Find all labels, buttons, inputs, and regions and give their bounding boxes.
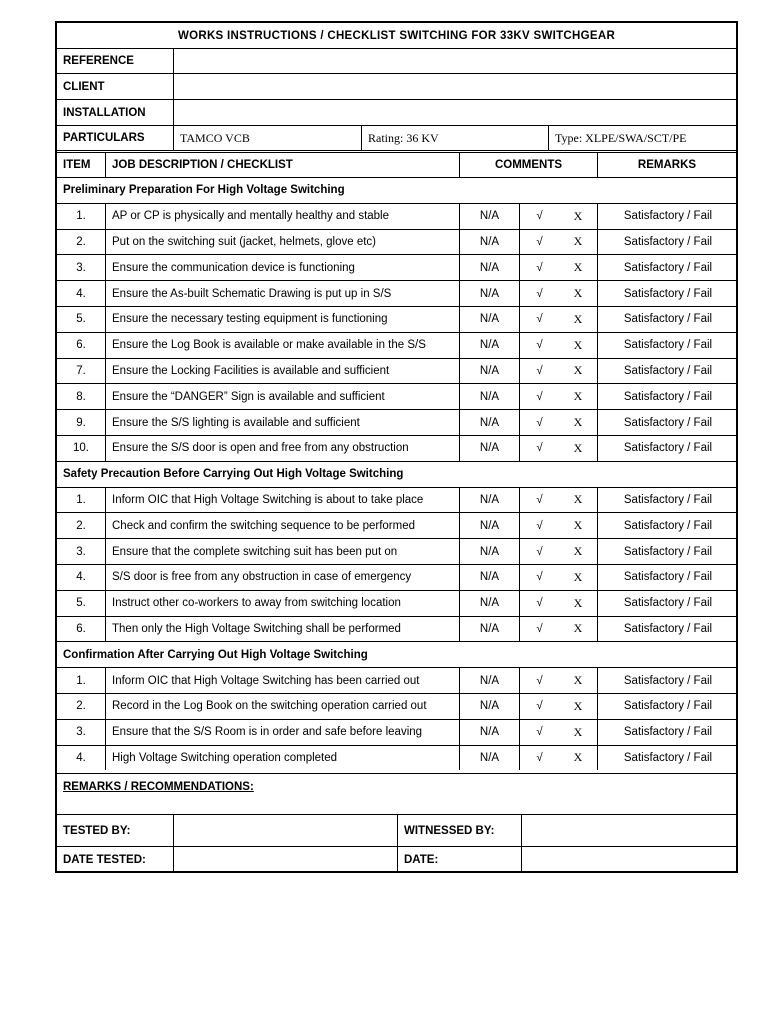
installation-row — [57, 99, 736, 125]
column-header-row — [57, 150, 736, 177]
witnessed-by-label: WITNESSED BY: — [397, 815, 521, 846]
remarks-row — [57, 773, 736, 814]
checklist-row — [57, 616, 736, 642]
item-description: Ensure the Log Book is available or make available in the S/S — [105, 333, 459, 358]
na-option[interactable]: N/A — [459, 204, 519, 229]
checklist-row — [57, 719, 736, 745]
na-option[interactable]: N/A — [459, 746, 519, 771]
checklist-row — [57, 564, 736, 590]
col-comments: COMMENTS — [459, 153, 597, 177]
tick-option[interactable]: √ — [519, 359, 559, 384]
installation-label: INSTALLATION — [63, 106, 146, 119]
tick-option[interactable]: √ — [519, 204, 559, 229]
item-number: 6. — [76, 622, 86, 635]
tick-option[interactable]: √ — [519, 617, 559, 642]
client-field[interactable] — [173, 74, 736, 99]
cross-option[interactable]: X — [573, 544, 583, 559]
reference-field[interactable] — [173, 49, 736, 73]
cross-option[interactable]: X — [573, 311, 583, 326]
checklist-row — [57, 435, 736, 461]
item-description: Instruct other co-workers to away from switching location — [105, 591, 459, 616]
tested-by-field[interactable] — [173, 815, 397, 846]
cross-option[interactable]: X — [573, 621, 583, 636]
section-title: Safety Precaution Before Carrying Out High Voltage Switching — [63, 468, 404, 481]
remark-value[interactable]: Satisfactory / Fail — [597, 333, 738, 358]
remark-value[interactable]: Satisfactory / Fail — [597, 513, 738, 538]
section-header-row — [57, 461, 736, 487]
particulars-row — [57, 125, 736, 150]
item-description: Ensure the “DANGER” Sign is available and sufficient — [105, 384, 459, 409]
checklist-row — [57, 383, 736, 409]
date-field[interactable] — [521, 847, 736, 873]
cross-option[interactable]: X — [573, 208, 583, 223]
remark-value[interactable]: Satisfactory / Fail — [597, 436, 738, 461]
item-number: 1. — [76, 674, 86, 687]
remark-value[interactable]: Satisfactory / Fail — [597, 668, 738, 693]
tick-option[interactable]: √ — [519, 230, 559, 255]
na-option[interactable]: N/A — [459, 410, 519, 435]
cross-option[interactable]: X — [573, 698, 583, 713]
cross-option[interactable]: X — [573, 363, 583, 378]
date-label: DATE: — [397, 847, 521, 873]
checklist-row — [57, 254, 736, 280]
particulars-label: PARTICULARS — [63, 132, 145, 144]
cross-option[interactable]: X — [573, 492, 583, 507]
item-number: 4. — [76, 287, 86, 300]
item-description: AP or CP is physically and mentally healthy and stable — [105, 204, 459, 229]
remark-value[interactable]: Satisfactory / Fail — [597, 230, 738, 255]
col-remarks: REMARKS — [597, 153, 736, 177]
na-option[interactable]: N/A — [459, 281, 519, 306]
remark-value[interactable]: Satisfactory / Fail — [597, 384, 738, 409]
item-description: Ensure the S/S lighting is available and sufficient — [105, 410, 459, 435]
client-row — [57, 73, 736, 99]
item-number: 5. — [76, 597, 86, 610]
item-number: 1. — [76, 210, 86, 223]
checklist-row — [57, 590, 736, 616]
item-description: Ensure the Locking Facilities is available and sufficient — [105, 359, 459, 384]
checklist-row — [57, 538, 736, 564]
section-title: Preliminary Preparation For High Voltage Switching — [63, 184, 345, 197]
checklist-sheet — [55, 21, 738, 873]
cross-option[interactable]: X — [573, 673, 583, 688]
remark-value[interactable]: Satisfactory / Fail — [597, 204, 738, 229]
item-number: 3. — [76, 726, 86, 739]
na-option[interactable]: N/A — [459, 230, 519, 255]
tick-option[interactable]: √ — [519, 668, 559, 693]
rating-value: Rating: 36 KV — [361, 126, 548, 150]
date-row — [57, 846, 736, 873]
item-number: 5. — [76, 313, 86, 326]
na-option[interactable]: N/A — [459, 565, 519, 590]
tick-option[interactable]: √ — [519, 539, 559, 564]
item-description: Then only the High Voltage Switching shall be performed — [105, 617, 459, 642]
item-description: Ensure the necessary testing equipment is functioning — [105, 307, 459, 332]
date-tested-label: DATE TESTED: — [63, 854, 146, 866]
item-number: 2. — [76, 519, 86, 532]
remark-value[interactable]: Satisfactory / Fail — [597, 565, 738, 590]
installation-field[interactable] — [173, 100, 736, 125]
remark-value[interactable]: Satisfactory / Fail — [597, 255, 738, 280]
na-option[interactable]: N/A — [459, 694, 519, 719]
cross-option[interactable]: X — [573, 234, 583, 249]
remark-value[interactable]: Satisfactory / Fail — [597, 359, 738, 384]
tick-option[interactable]: √ — [519, 565, 559, 590]
tick-option[interactable]: √ — [519, 307, 559, 332]
item-number: 3. — [76, 545, 86, 558]
checklist-row — [57, 512, 736, 538]
checklist-row — [57, 229, 736, 255]
item-description: Inform OIC that High Voltage Switching has been carried out — [105, 668, 459, 693]
particulars-value: TAMCO VCB — [173, 126, 361, 150]
remark-value[interactable]: Satisfactory / Fail — [597, 746, 738, 771]
section-header-row — [57, 177, 736, 203]
checklist-row — [57, 332, 736, 358]
cross-option[interactable]: X — [573, 440, 583, 455]
checklist-row — [57, 693, 736, 719]
section-header-row — [57, 641, 736, 667]
item-description: Ensure that the complete switching suit has been put on — [105, 539, 459, 564]
item-number: 7. — [76, 364, 86, 377]
form-title: WORKS INSTRUCTIONS / CHECKLIST SWITCHING FOR 33KV SWITCHGEAR — [177, 29, 616, 42]
remark-value[interactable]: Satisfactory / Fail — [597, 694, 738, 719]
item-description: Ensure the communication device is functioning — [105, 255, 459, 280]
item-number: 3. — [76, 261, 86, 274]
item-number: 1. — [76, 493, 86, 506]
na-option[interactable]: N/A — [459, 436, 519, 461]
tick-option[interactable]: √ — [519, 694, 559, 719]
col-job-description: JOB DESCRIPTION / CHECKLIST — [105, 153, 459, 177]
item-description: Ensure the As-built Schematic Drawing is put up in S/S — [105, 281, 459, 306]
item-number: 4. — [76, 571, 86, 584]
client-label: CLIENT — [63, 80, 105, 93]
na-option[interactable]: N/A — [459, 513, 519, 538]
cross-option[interactable]: X — [573, 595, 583, 610]
col-item: ITEM — [63, 159, 91, 171]
na-option[interactable]: N/A — [459, 720, 519, 745]
item-description: Inform OIC that High Voltage Switching is about to take place — [105, 488, 459, 513]
cross-option[interactable]: X — [573, 750, 583, 765]
item-number: 9. — [76, 416, 86, 429]
tick-option[interactable]: √ — [519, 488, 559, 513]
section-title: Confirmation After Carrying Out High Voltage Switching — [63, 648, 368, 661]
cross-option[interactable]: X — [573, 724, 583, 739]
checklist-row — [57, 667, 736, 693]
item-description: Ensure the S/S door is open and free from any obstruction — [105, 436, 459, 461]
item-description: S/S door is free from any obstruction in case of emergency — [105, 565, 459, 590]
tested-by-label: TESTED BY: — [63, 824, 131, 837]
checklist-row — [57, 203, 736, 229]
tick-option[interactable]: √ — [519, 436, 559, 461]
reference-label: REFERENCE — [63, 55, 134, 67]
remark-value[interactable]: Satisfactory / Fail — [597, 410, 738, 435]
na-option[interactable]: N/A — [459, 617, 519, 642]
item-number: 8. — [76, 390, 86, 403]
tick-option[interactable]: √ — [519, 720, 559, 745]
item-description: Record in the Log Book on the switching operation carried out — [105, 694, 459, 719]
remarks-label: REMARKS / RECOMMENDATIONS: — [63, 781, 254, 793]
na-option[interactable]: N/A — [459, 668, 519, 693]
tick-option[interactable]: √ — [519, 333, 559, 358]
cross-option[interactable]: X — [573, 337, 583, 352]
na-option[interactable]: N/A — [459, 591, 519, 616]
tick-option[interactable]: √ — [519, 281, 559, 306]
checklist-row — [57, 280, 736, 306]
item-number: 10. — [73, 442, 89, 455]
tick-option[interactable]: √ — [519, 513, 559, 538]
remark-value[interactable]: Satisfactory / Fail — [597, 281, 738, 306]
tick-option[interactable]: √ — [519, 746, 559, 771]
item-number: 2. — [76, 235, 86, 248]
remark-value[interactable]: Satisfactory / Fail — [597, 539, 738, 564]
remark-value[interactable]: Satisfactory / Fail — [597, 488, 738, 513]
na-option[interactable]: N/A — [459, 539, 519, 564]
cross-option[interactable]: X — [573, 415, 583, 430]
item-description: Check and confirm the switching sequence to be performed — [105, 513, 459, 538]
date-tested-field[interactable] — [173, 847, 397, 873]
cross-option[interactable]: X — [573, 389, 583, 404]
tick-option[interactable]: √ — [519, 384, 559, 409]
item-description: Put on the switching suit (jacket, helmets, glove etc) — [105, 230, 459, 255]
remark-value[interactable]: Satisfactory / Fail — [597, 307, 738, 332]
reference-row — [57, 48, 736, 73]
type-value: Type: XLPE/SWA/SCT/PE — [548, 126, 736, 150]
na-option[interactable]: N/A — [459, 333, 519, 358]
tick-option[interactable]: √ — [519, 255, 559, 280]
item-number: 4. — [76, 751, 86, 764]
cross-option[interactable]: X — [573, 518, 583, 533]
remark-value[interactable]: Satisfactory / Fail — [597, 591, 738, 616]
na-option[interactable]: N/A — [459, 384, 519, 409]
checklist-row — [57, 306, 736, 332]
remark-value[interactable]: Satisfactory / Fail — [597, 617, 738, 642]
checklist-row — [57, 409, 736, 435]
na-option[interactable]: N/A — [459, 488, 519, 513]
checklist-row — [57, 745, 736, 771]
cross-option[interactable]: X — [573, 569, 583, 584]
tick-option[interactable]: √ — [519, 410, 559, 435]
tested-row — [57, 814, 736, 846]
item-description: High Voltage Switching operation completed — [105, 746, 459, 771]
checklist-row — [57, 487, 736, 513]
cross-option[interactable]: X — [573, 260, 583, 275]
remark-value[interactable]: Satisfactory / Fail — [597, 720, 738, 745]
item-number: 6. — [76, 339, 86, 352]
na-option[interactable]: N/A — [459, 255, 519, 280]
witnessed-by-field[interactable] — [521, 815, 736, 846]
na-option[interactable]: N/A — [459, 307, 519, 332]
item-description: Ensure that the S/S Room is in order and safe before leaving — [105, 720, 459, 745]
na-option[interactable]: N/A — [459, 359, 519, 384]
item-number: 2. — [76, 700, 86, 713]
title-row — [57, 23, 736, 48]
checklist-row — [57, 358, 736, 384]
tick-option[interactable]: √ — [519, 591, 559, 616]
cross-option[interactable]: X — [573, 286, 583, 301]
